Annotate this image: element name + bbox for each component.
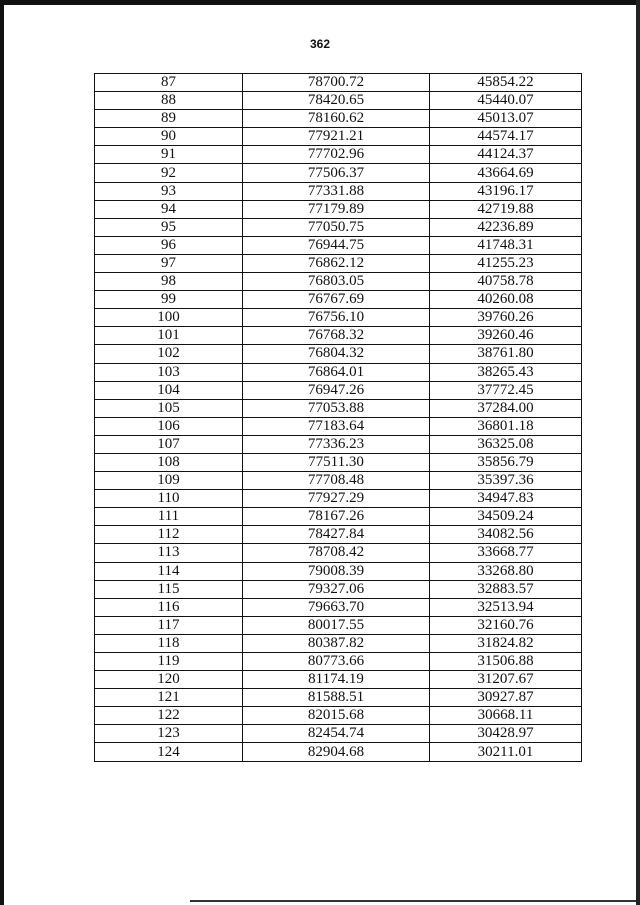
value-a-cell: 77921.21	[243, 128, 430, 146]
value-a-cell: 76947.26	[243, 381, 430, 399]
table-row	[95, 472, 582, 490]
scan-border-right	[636, 0, 640, 905]
table-row	[95, 616, 582, 634]
value-a-cell: 77702.96	[243, 146, 430, 164]
value-b-cell: 35397.36	[430, 472, 582, 490]
table-row	[95, 254, 582, 272]
value-a-cell: 77050.75	[243, 218, 430, 236]
value-a-cell: 80773.66	[243, 653, 430, 671]
value-a-cell: 82454.74	[243, 725, 430, 743]
value-b-cell: 30927.87	[430, 689, 582, 707]
row-index-cell: 122	[95, 707, 243, 725]
row-index-cell: 87	[95, 74, 243, 92]
table-row	[95, 164, 582, 182]
value-a-cell: 76803.05	[243, 273, 430, 291]
value-b-cell: 39760.26	[430, 309, 582, 327]
table-row	[95, 435, 582, 453]
row-index-cell: 117	[95, 616, 243, 634]
row-index-cell: 112	[95, 526, 243, 544]
value-b-cell: 37772.45	[430, 381, 582, 399]
table-row	[95, 707, 582, 725]
row-index-cell: 102	[95, 345, 243, 363]
value-b-cell: 34509.24	[430, 508, 582, 526]
table-row	[95, 110, 582, 128]
value-b-cell: 44574.17	[430, 128, 582, 146]
row-index-cell: 108	[95, 453, 243, 471]
table-row	[95, 725, 582, 743]
page-number: 362	[309, 37, 331, 51]
value-a-cell: 78160.62	[243, 110, 430, 128]
value-b-cell: 31207.67	[430, 671, 582, 689]
row-index-cell: 88	[95, 92, 243, 110]
row-index-cell: 123	[95, 725, 243, 743]
value-b-cell: 39260.46	[430, 327, 582, 345]
value-b-cell: 41255.23	[430, 254, 582, 272]
value-a-cell: 82015.68	[243, 707, 430, 725]
row-index-cell: 93	[95, 182, 243, 200]
table-row	[95, 508, 582, 526]
value-a-cell: 81588.51	[243, 689, 430, 707]
row-index-cell: 104	[95, 381, 243, 399]
table-row	[95, 562, 582, 580]
table-row	[95, 182, 582, 200]
value-b-cell: 36325.08	[430, 435, 582, 453]
value-a-cell: 80387.82	[243, 634, 430, 652]
value-a-cell: 78420.65	[243, 92, 430, 110]
value-a-cell: 77336.23	[243, 435, 430, 453]
value-b-cell: 42719.88	[430, 200, 582, 218]
table-body	[95, 74, 582, 762]
value-a-cell: 76864.01	[243, 363, 430, 381]
row-index-cell: 96	[95, 236, 243, 254]
row-index-cell: 90	[95, 128, 243, 146]
table-row	[95, 200, 582, 218]
table-row	[95, 92, 582, 110]
table-row	[95, 671, 582, 689]
row-index-cell: 89	[95, 110, 243, 128]
row-index-cell: 120	[95, 671, 243, 689]
value-a-cell: 81174.19	[243, 671, 430, 689]
value-a-cell: 79663.70	[243, 598, 430, 616]
value-b-cell: 32883.57	[430, 580, 582, 598]
value-b-cell: 32513.94	[430, 598, 582, 616]
table-row	[95, 689, 582, 707]
table-row	[95, 544, 582, 562]
value-b-cell: 40758.78	[430, 273, 582, 291]
row-index-cell: 109	[95, 472, 243, 490]
value-a-cell: 77053.88	[243, 399, 430, 417]
value-b-cell: 37284.00	[430, 399, 582, 417]
value-b-cell: 34082.56	[430, 526, 582, 544]
row-index-cell: 97	[95, 254, 243, 272]
value-b-cell: 33268.80	[430, 562, 582, 580]
row-index-cell: 119	[95, 653, 243, 671]
value-a-cell: 77331.88	[243, 182, 430, 200]
value-b-cell: 33668.77	[430, 544, 582, 562]
row-index-cell: 115	[95, 580, 243, 598]
value-b-cell: 38265.43	[430, 363, 582, 381]
row-index-cell: 98	[95, 273, 243, 291]
row-index-cell: 113	[95, 544, 243, 562]
value-b-cell: 38761.80	[430, 345, 582, 363]
table-row	[95, 146, 582, 164]
value-a-cell: 76756.10	[243, 309, 430, 327]
value-b-cell: 30211.01	[430, 743, 582, 761]
value-a-cell: 78708.42	[243, 544, 430, 562]
row-index-cell: 111	[95, 508, 243, 526]
table-row	[95, 580, 582, 598]
row-index-cell: 91	[95, 146, 243, 164]
table-row	[95, 128, 582, 146]
table-row	[95, 363, 582, 381]
table-row	[95, 453, 582, 471]
value-b-cell: 42236.89	[430, 218, 582, 236]
value-a-cell: 79327.06	[243, 580, 430, 598]
value-b-cell: 43196.17	[430, 182, 582, 200]
row-index-cell: 103	[95, 363, 243, 381]
scan-border-bottom	[190, 900, 636, 902]
row-index-cell: 99	[95, 291, 243, 309]
table-row	[95, 218, 582, 236]
value-b-cell: 43664.69	[430, 164, 582, 182]
value-b-cell: 45854.22	[430, 74, 582, 92]
table-row	[95, 653, 582, 671]
table-row	[95, 273, 582, 291]
row-index-cell: 107	[95, 435, 243, 453]
value-a-cell: 78700.72	[243, 74, 430, 92]
value-a-cell: 78167.26	[243, 508, 430, 526]
value-b-cell: 31506.88	[430, 653, 582, 671]
row-index-cell: 105	[95, 399, 243, 417]
table-row	[95, 309, 582, 327]
scan-border-top	[4, 0, 640, 5]
row-index-cell: 118	[95, 634, 243, 652]
value-b-cell: 34947.83	[430, 490, 582, 508]
table-row	[95, 399, 582, 417]
row-index-cell: 121	[95, 689, 243, 707]
value-a-cell: 77511.30	[243, 453, 430, 471]
value-b-cell: 44124.37	[430, 146, 582, 164]
row-index-cell: 95	[95, 218, 243, 236]
value-a-cell: 77927.29	[243, 490, 430, 508]
table-row	[95, 634, 582, 652]
value-a-cell: 76862.12	[243, 254, 430, 272]
value-b-cell: 31824.82	[430, 634, 582, 652]
value-a-cell: 82904.68	[243, 743, 430, 761]
table-row	[95, 526, 582, 544]
value-a-cell: 77506.37	[243, 164, 430, 182]
row-index-cell: 92	[95, 164, 243, 182]
row-index-cell: 100	[95, 309, 243, 327]
value-b-cell: 40260.08	[430, 291, 582, 309]
table-row	[95, 381, 582, 399]
value-a-cell: 77708.48	[243, 472, 430, 490]
value-a-cell: 78427.84	[243, 526, 430, 544]
row-index-cell: 94	[95, 200, 243, 218]
value-b-cell: 45013.07	[430, 110, 582, 128]
table-row	[95, 743, 582, 761]
value-b-cell: 41748.31	[430, 236, 582, 254]
value-b-cell: 32160.76	[430, 616, 582, 634]
table-row	[95, 236, 582, 254]
value-a-cell: 76768.32	[243, 327, 430, 345]
value-a-cell: 80017.55	[243, 616, 430, 634]
row-index-cell: 116	[95, 598, 243, 616]
table-row	[95, 490, 582, 508]
value-a-cell: 79008.39	[243, 562, 430, 580]
value-b-cell: 45440.07	[430, 92, 582, 110]
row-index-cell: 114	[95, 562, 243, 580]
value-a-cell: 76944.75	[243, 236, 430, 254]
value-a-cell: 76804.32	[243, 345, 430, 363]
table-row	[95, 417, 582, 435]
row-index-cell: 124	[95, 743, 243, 761]
table-row	[95, 327, 582, 345]
value-b-cell: 36801.18	[430, 417, 582, 435]
value-b-cell: 30428.97	[430, 725, 582, 743]
value-a-cell: 77179.89	[243, 200, 430, 218]
value-a-cell: 76767.69	[243, 291, 430, 309]
data-table	[94, 73, 582, 762]
table-row	[95, 598, 582, 616]
value-a-cell: 77183.64	[243, 417, 430, 435]
value-b-cell: 35856.79	[430, 453, 582, 471]
row-index-cell: 106	[95, 417, 243, 435]
table-row	[95, 291, 582, 309]
table-row	[95, 345, 582, 363]
row-index-cell: 101	[95, 327, 243, 345]
table-row	[95, 74, 582, 92]
value-b-cell: 30668.11	[430, 707, 582, 725]
row-index-cell: 110	[95, 490, 243, 508]
scan-border-left	[0, 0, 4, 905]
